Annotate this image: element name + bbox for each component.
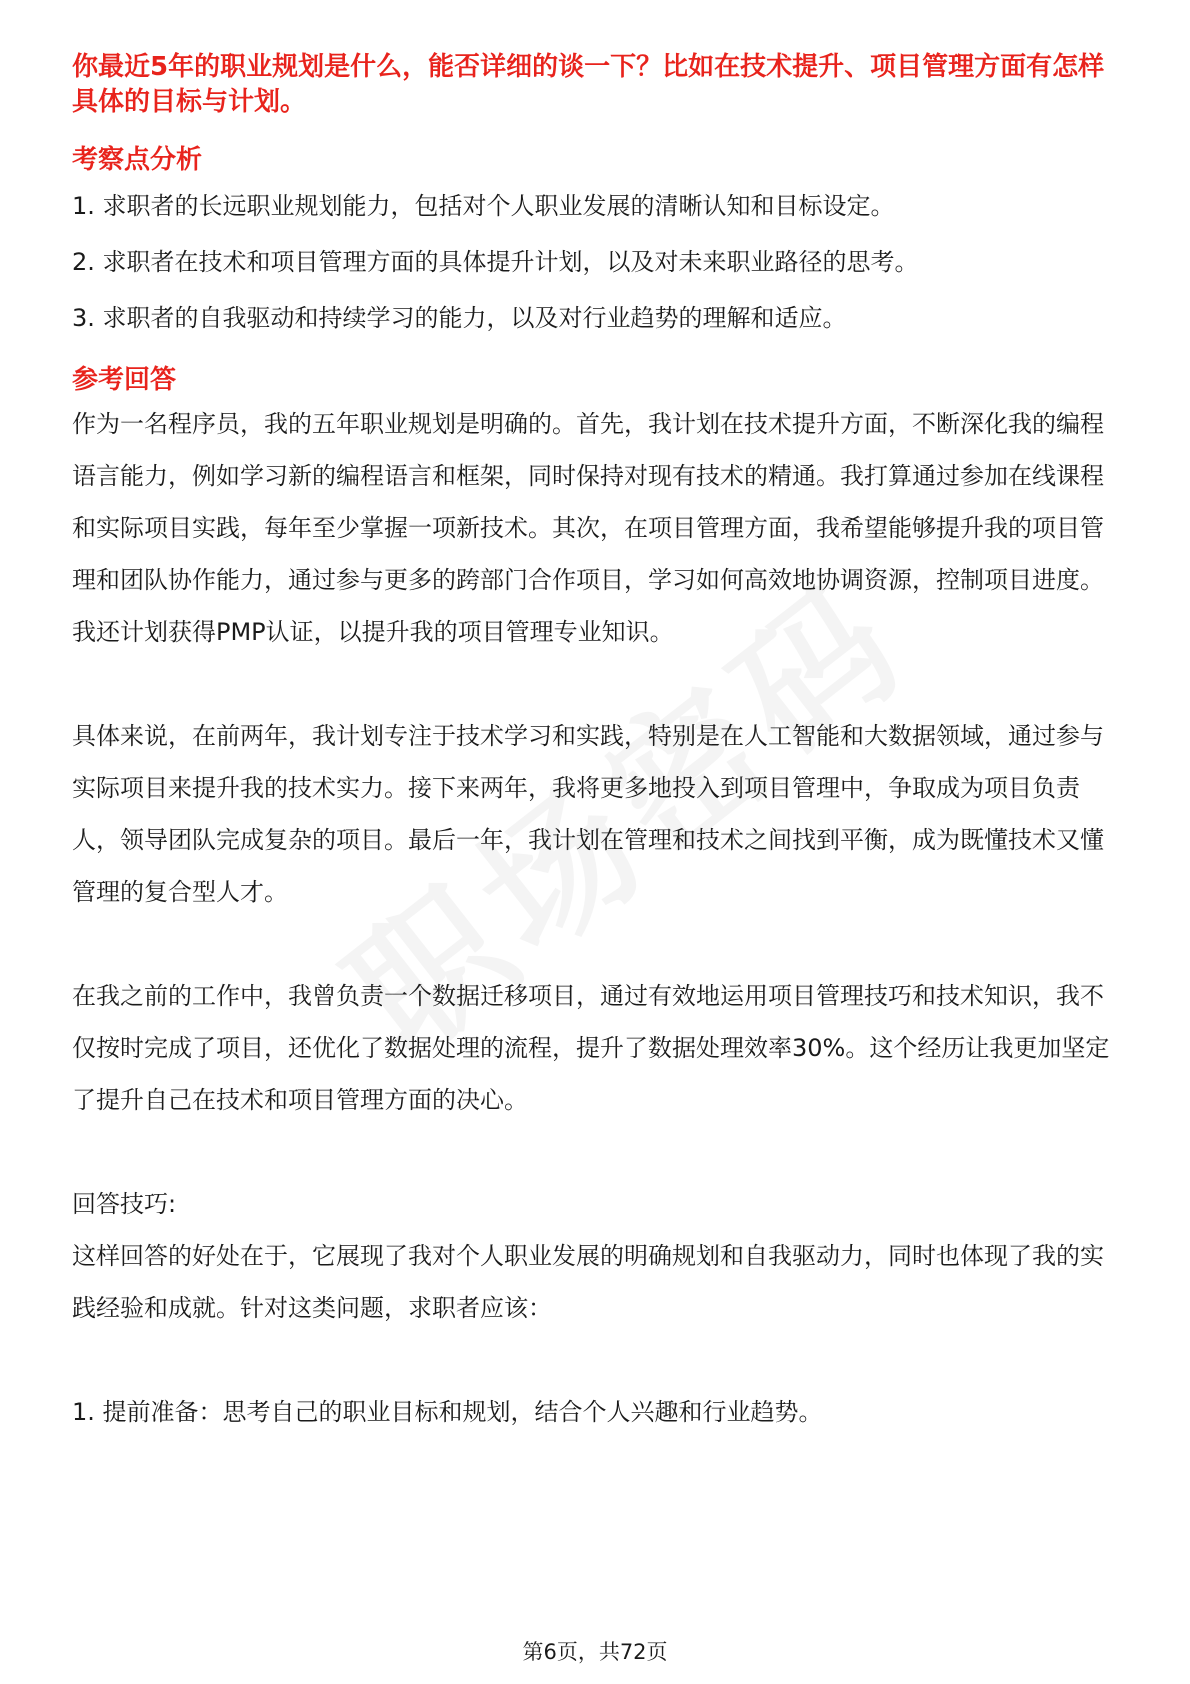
question-title: 你最近5年的职业规划是什么，能否详细的谈一下？比如在技术提升、项目管理方面有怎样具体的目标与计划。 (72, 52, 1105, 117)
page-number: 第6页，共72页 (522, 1640, 668, 1664)
tip-item: 1. 提前准备：思考自己的职业目标和规划，结合个人兴趣和行业趋势。 (72, 1398, 823, 1426)
analysis-heading: 考察点分析 (72, 145, 203, 175)
analysis-point: 2. 求职者在技术和项目管理方面的具体提升计划，以及对未来职业路径的思考。 (72, 248, 919, 276)
tips-intro: 这样回答的好处在于，它展现了我对个人职业发展的明确规划和自我驱动力，同时也体现了我的实践经验和成就。针对这类问题，求职者应该： (72, 1242, 1104, 1322)
tips-label: 回答技巧: (72, 1190, 177, 1218)
analysis-point: 3. 求职者的自我驱动和持续学习的能力，以及对行业趋势的理解和适应。 (72, 304, 847, 332)
document-page (72, 50, 1118, 1438)
answer-paragraph: 具体来说，在前两年，我计划专注于技术学习和实践，特别是在人工智能和大数据领域，通过参与实际项目来提升我的技术实力。接下来两年，我将更多地投入到项目管理中，争取成为项目负责人，领导团队完成复杂的项目。最后一年，我计划在管理和技术之间找到平衡，成为既懂技术又懂管理的复合型人才。 (72, 722, 1104, 906)
analysis-point: 1. 求职者的长远职业规划能力，包括对个人职业发展的清晰认知和目标设定。 (72, 192, 895, 220)
answer-paragraph: 在我之前的工作中，我曾负责一个数据迁移项目，通过有效地运用项目管理技巧和技术知识，我不仅按时完成了项目，还优化了数据处理的流程，提升了数据处理效率30%。这个经历让我更加坚定了提升自己在技术和项目管理方面的决心。 (72, 982, 1110, 1114)
answer-paragraph: 作为一名程序员，我的五年职业规划是明确的。首先，我计划在技术提升方面，不断深化我的编程语言能力，例如学习新的编程语言和框架，同时保持对现有技术的精通。我打算通过参加在线课程和实际项目实践，每年至少掌握一项新技术。其次，在项目管理方面，我希望能够提升我的项目管理和团队协作能力，通过参与更多的跨部门合作项目，学习如何高效地协调资源，控制项目进度。我还计划获得PMP认证，以提升我的项目管理专业知识。 (72, 410, 1104, 646)
answer-heading: 参考回答 (72, 365, 177, 395)
analysis-points (72, 190, 1118, 334)
